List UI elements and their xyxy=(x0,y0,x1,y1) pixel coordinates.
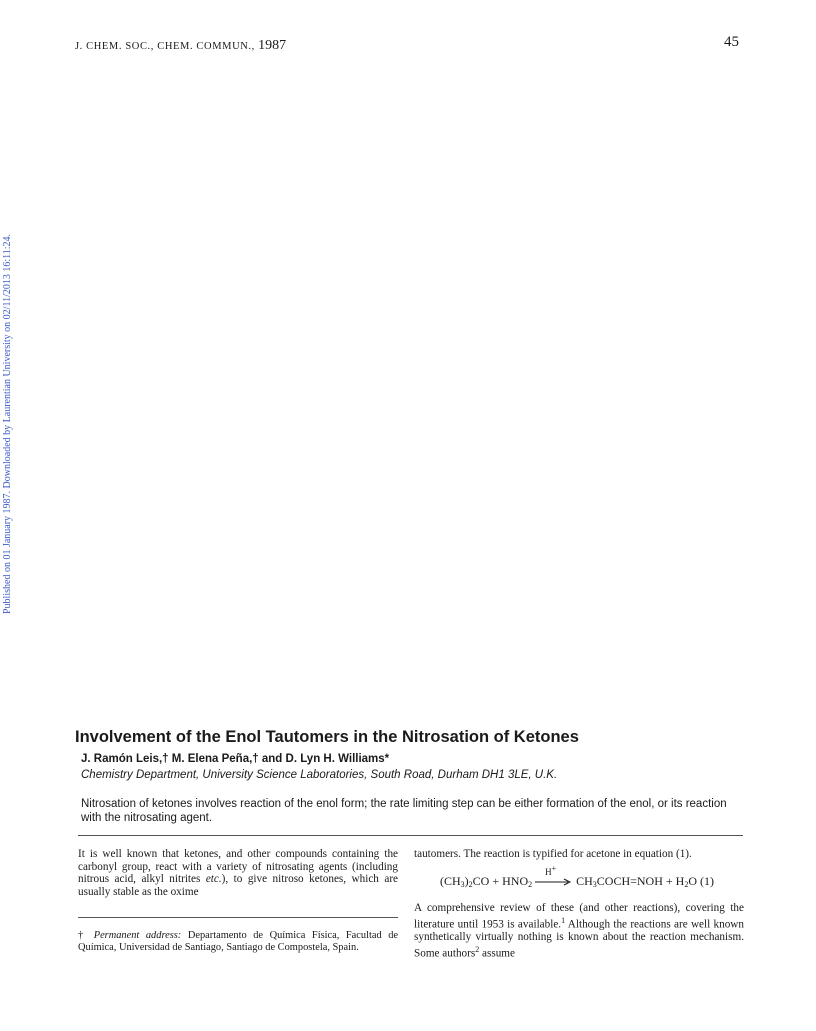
eq-sub: 2 xyxy=(684,880,689,889)
author-list: J. Ramón Leis,† M. Elena Peña,† and D. Lyn H. Williams* xyxy=(81,753,390,765)
eq-text: CO + HNO xyxy=(472,874,529,888)
eq-sub: 2 xyxy=(528,880,533,889)
article-title: Involvement of the Enol Tautomers in the Nitrosation of Ketones xyxy=(75,728,579,746)
abstract-text: Nitrosation of ketones involves reaction of the enol form; the rate limiting step can be either formation of the enol, or its reaction with the nitrosating agent. xyxy=(81,798,727,824)
abstract-divider xyxy=(78,835,743,836)
body-text: ), to give nitroso ketones, which are usually stable as the oxime xyxy=(78,873,399,898)
equation-number: (1) xyxy=(700,874,714,888)
eq-sub: 3 xyxy=(460,880,465,889)
body-text: assume xyxy=(479,947,515,960)
journal-year: 1987 xyxy=(258,38,287,53)
footnote-mark: † xyxy=(78,930,88,941)
body-text: It is well known that ketones, and other compounds containing the carbonyl group, react with a variety of nitrosating agents (including nitrous acid, alkyl nitrites xyxy=(78,848,398,886)
download-watermark: Published on 01 January 1987. Downloaded by Laurentian University on 02/11/2013 16:11:24. xyxy=(2,233,13,614)
right-arrow-icon xyxy=(535,878,573,886)
eq-sub: 2 xyxy=(468,880,473,889)
abstract xyxy=(81,797,746,825)
journal-name: J. CHEM. SOC., CHEM. COMMUN., xyxy=(75,41,255,52)
eq-text: (CH xyxy=(440,874,461,888)
eq-text: COCH=NOH + H xyxy=(596,874,685,888)
footnote xyxy=(78,930,398,954)
eq-sub: 3 xyxy=(592,880,597,889)
catalyst-label: H+ xyxy=(545,864,557,878)
body-paragraph: tautomers. The reaction is typified for acetone in equation (1). xyxy=(414,848,692,860)
reaction-arrow xyxy=(535,864,573,888)
citation-ref: 1 xyxy=(561,915,566,925)
footnote-text: Departamento de Química Física, Facultad de Química, Universidad de Santiago, Santiago de Compostela, Spain. xyxy=(78,930,399,953)
footnote-divider xyxy=(78,917,398,918)
page-number: 45 xyxy=(724,34,739,50)
right-column xyxy=(414,848,744,861)
eq-text: CH xyxy=(576,874,593,888)
right-paragraph-2 xyxy=(414,902,744,960)
body-paragraph xyxy=(78,848,398,898)
eq-text: ) xyxy=(464,874,469,888)
footnote-label: Permanent address: xyxy=(93,930,182,941)
left-column xyxy=(78,848,398,898)
body-text: A comprehensive review of these (and other reactions), covering the literature until 1953 is available. xyxy=(414,902,744,931)
eq-text: O xyxy=(688,874,697,888)
body-italic: etc. xyxy=(205,873,222,886)
running-head xyxy=(75,38,286,54)
affiliation: Chemistry Department, University Science Laboratories, South Road, Durham DH1 3LE, U.K. xyxy=(81,769,558,781)
body-text: Although the reactions are well known synthetically virtually nothing is known about the reaction mechanism. Some authors xyxy=(414,918,744,960)
equation-1 xyxy=(440,864,714,889)
citation-ref: 2 xyxy=(475,944,480,954)
